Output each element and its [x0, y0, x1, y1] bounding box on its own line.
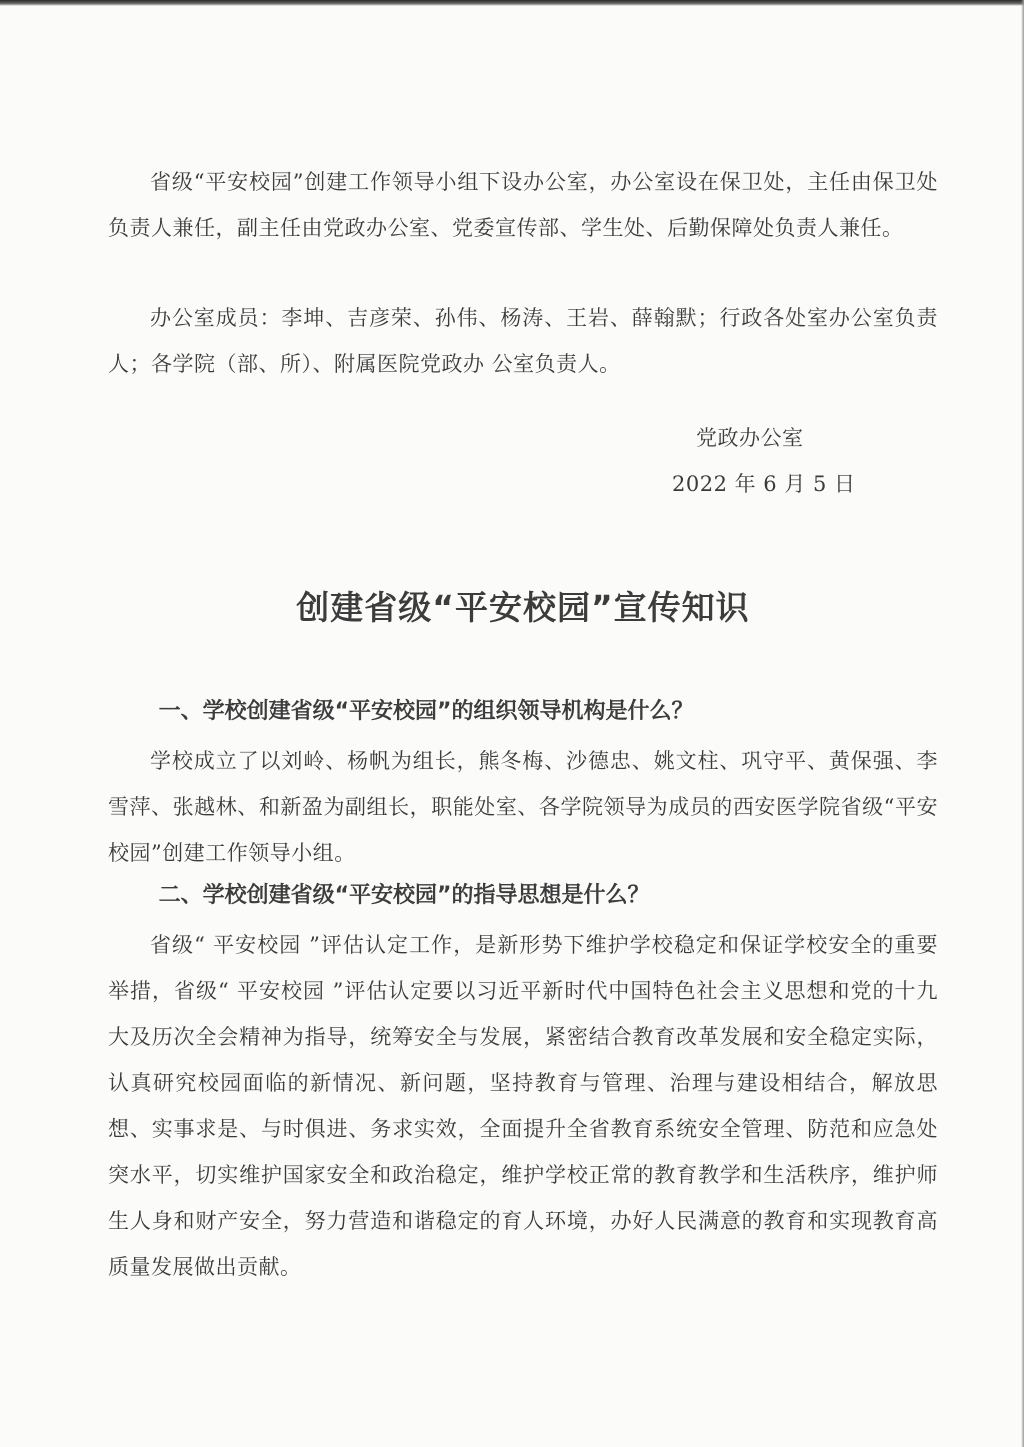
section-body-1: 学校成立了以刘岭、杨帆为组长，熊冬梅、沙德忠、姚文柱、巩守平、黄保强、李雪萍、张越林、和新盈为副组长，职能处室、各学院领导为成员的西安医学院省级“平安校园”创建工作领导小组。 [108, 749, 938, 865]
scan-top-edge [0, 0, 1024, 6]
document-title: 创建省级“平安校园”宣传知识 [296, 588, 750, 627]
section-body-2: 省级“ 平安校园 ”评估认定工作，是新形势下维护学校稳定和保证学校安全的重要举措，省级“ 平安校园 ”评估认定要以习近平新时代中国特色社会主义思想和党的十九大及历次全会精神为指导，统筹安全与发展，紧密结合教育改革发展和安全稳定实际，认真研究校园面临的新情况、新问题，坚持教育与管理、治理与建设相结合，解放思想、实事求是、与时俱进、务求实效，全面提升全省教育系统安全管理、防范和应急处突水平，切实维护国家安全和政治稳定，维护学校正常的教育教学和生活秩序，维护师生人身和财产安全，努力营造和谐稳定的育人环境，办好人民满意的教育和实现教育高质量发展做出贡献。 [108, 933, 938, 1279]
office-setup-paragraph: 省级“平安校园”创建工作领导小组下设办公室，办公室设在保卫处，主任由保卫处负责人兼任，副主任由党政办公室、党委宣传部、学生处、后勤保障处负责人兼任。 [108, 170, 938, 240]
section-heading-1: 一、学校创建省级“平安校园”的组织领导机构是什么？ [158, 699, 694, 724]
signature-date: 2022 年 6 月 5 日 [672, 472, 856, 496]
signature-office: 党政办公室 [696, 426, 804, 450]
office-members-paragraph: 办公室成员：李坤、吉彦荣、孙伟、杨涛、王岩、薛翰默；行政各处室办公室负责人；各学院（部、所）、附属医院党政办 公室负责人。 [108, 306, 938, 376]
section-heading-2: 二、学校创建省级“平安校园”的指导思想是什么？ [158, 883, 650, 908]
